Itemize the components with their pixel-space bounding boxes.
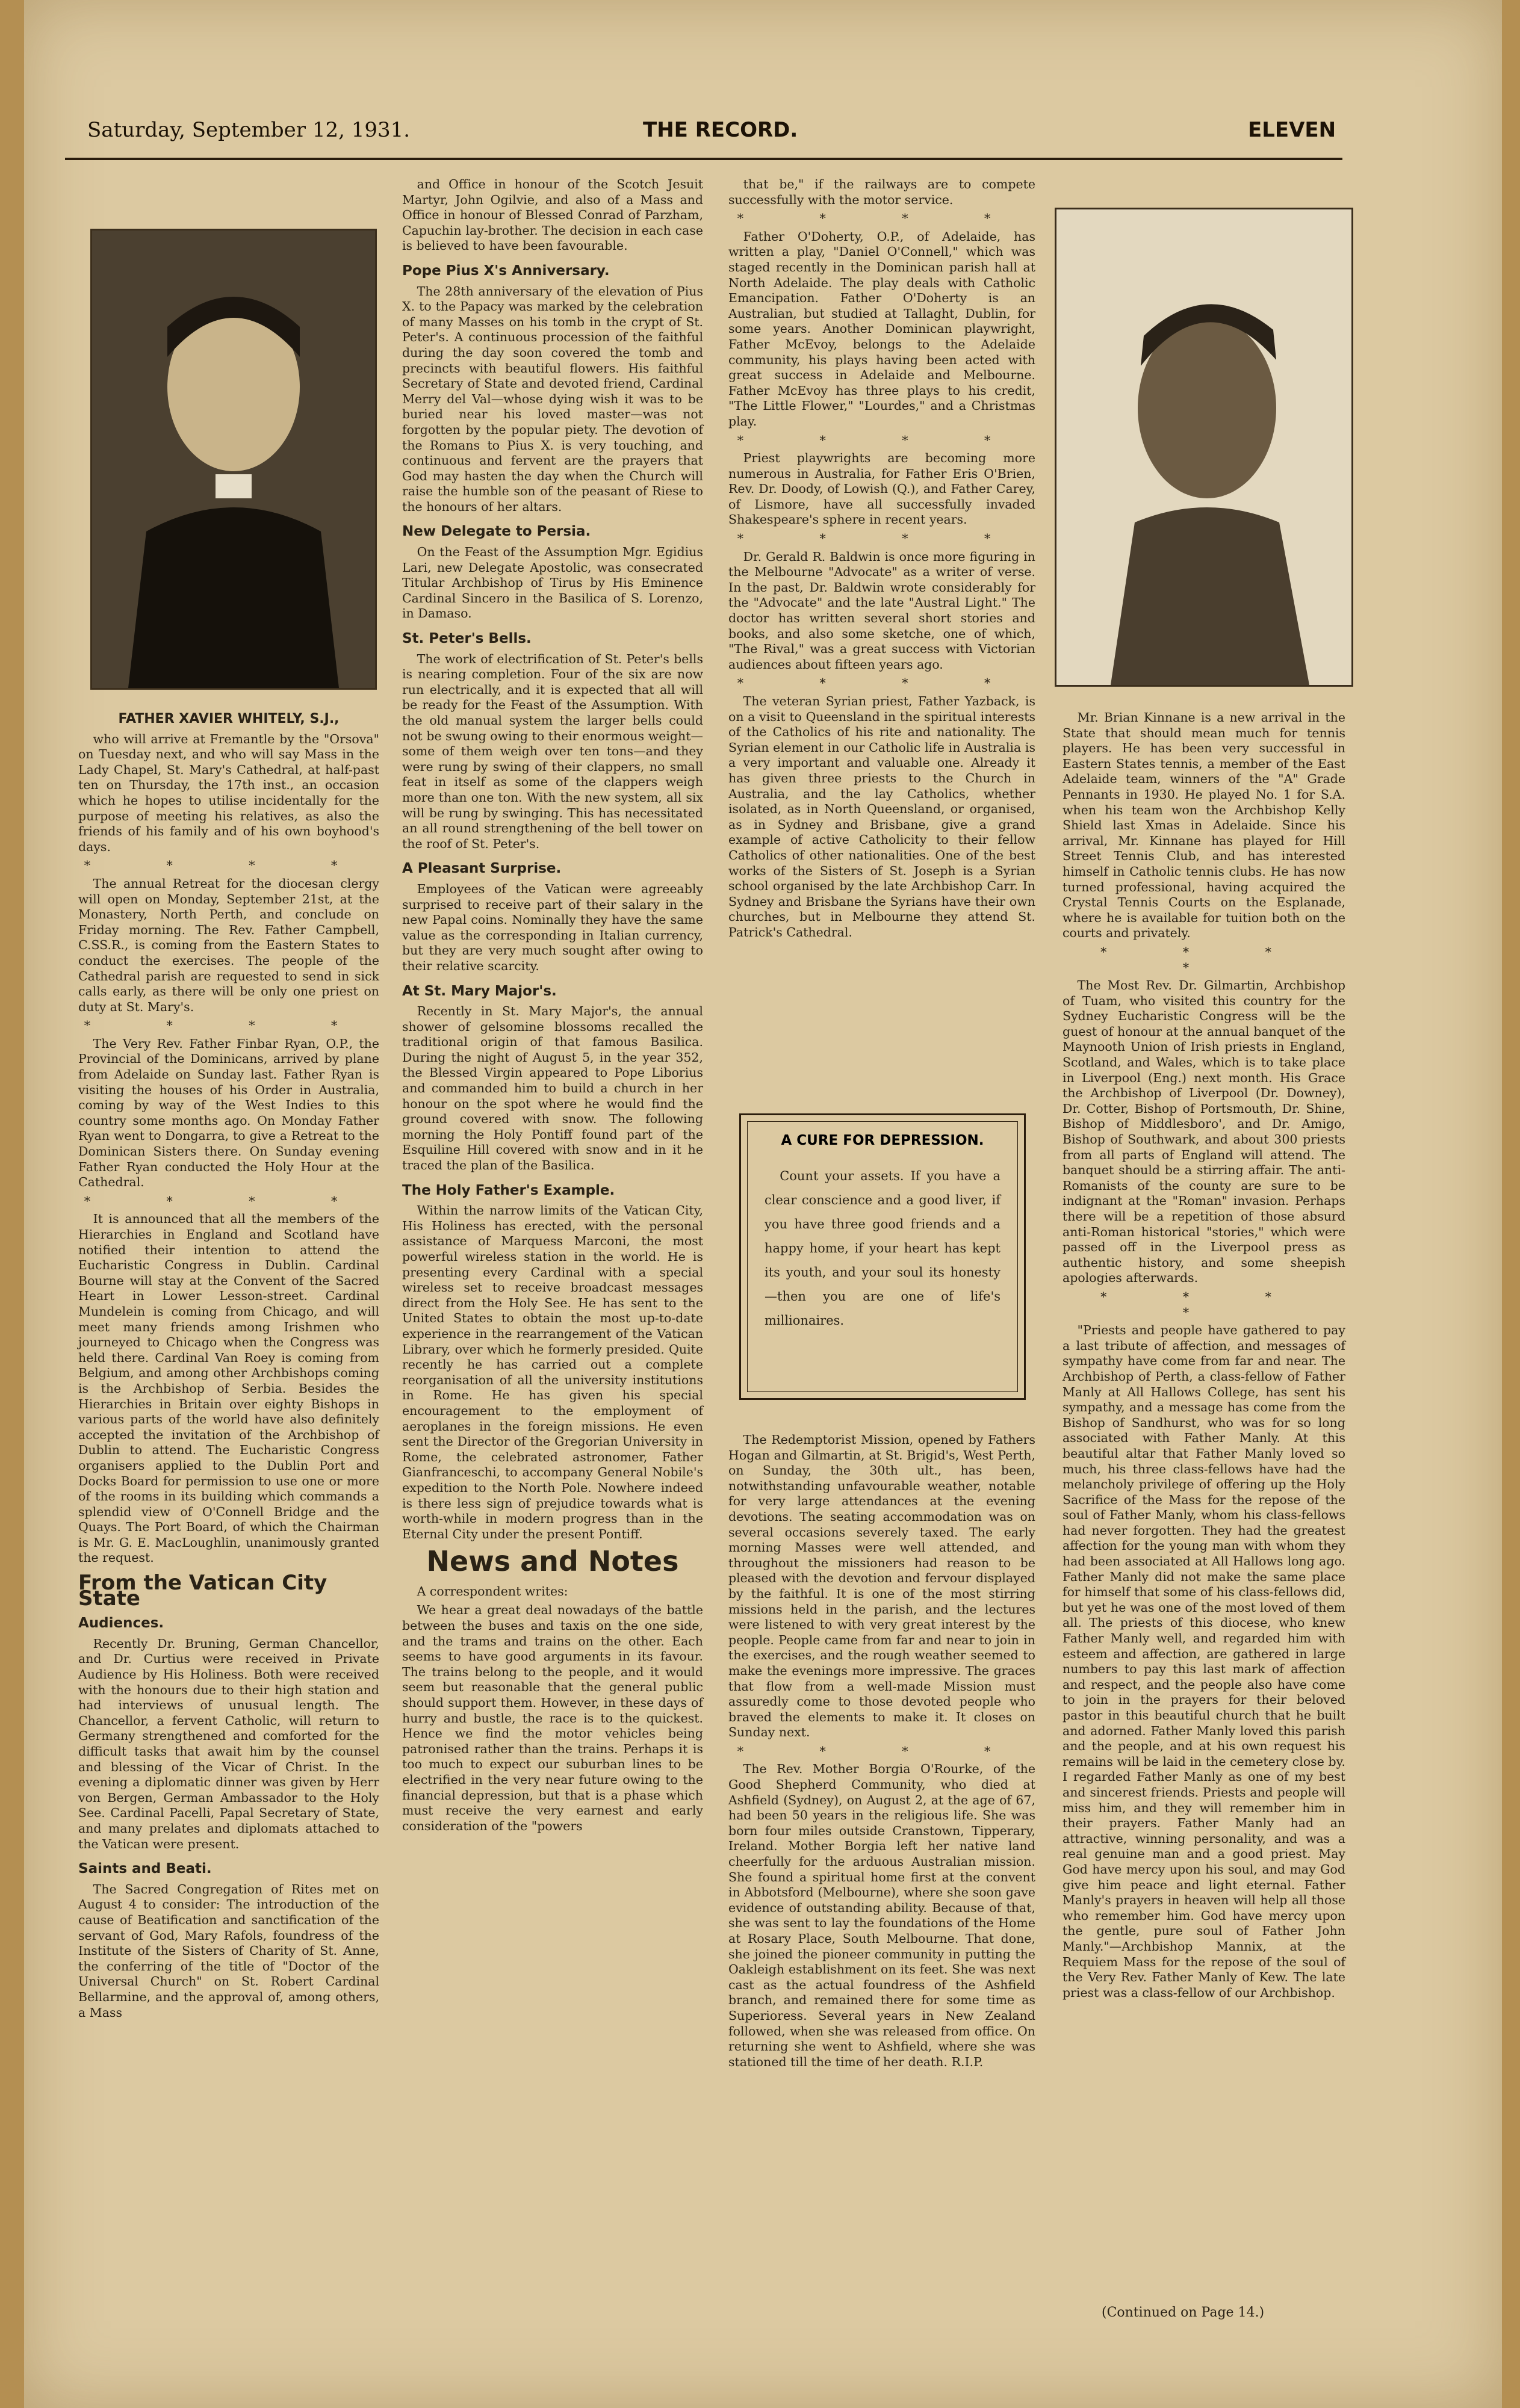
separator-stars: * * * * [737, 676, 1027, 691]
column-2 [402, 177, 703, 1837]
separator-stars: * * * * [1100, 1289, 1308, 1320]
box-text: Count your assets. If you have a clear conscience and a good liver, if you have three good friends and a happy home, if your heart has kept its youth, and your soul its honesty—then you are one of life's millionaires. [765, 1169, 1000, 1328]
column-3-lower [728, 1432, 1035, 2073]
cure-for-depression-box [739, 1113, 1026, 1400]
section-title-vatican: From the Vatican City State [78, 1571, 327, 1611]
column-1 [78, 711, 379, 2024]
subheading-audiences: Audiences. [78, 1615, 164, 1632]
separator-stars: * * * * [737, 211, 1027, 226]
separator-stars: * * * * [737, 433, 1027, 448]
paragraph: On the Feast of the Assumption Mgr. Egidius Lari, new Delegate Apostolic, was consecrated Titular Archbishop of Tirus by His Eminence Cardinal Sincero in the Basilica of S. Lorenzo, in Damaso. [402, 545, 703, 621]
paragraph: A correspondent writes: [417, 1583, 568, 1599]
paragraph: The Redemptorist Mission, opened by Fathers Hogan and Gilmartin, at St. Brigid's, West Perth, on Sunday, the 30th ult., has been, notwithstanding unfavourable weather, notable for very large attendances at the evening devotions. The seating accommodation was on several occasions severely taxed. The early morning Masses were well attended, and throughout the missioners had reason to be pleased with the devotion and fervour displayed by the faithful. It is one of the most stirring missions held in the parish, and the lectures were listened to with very great interest by the people. People came from far and near to join in the exercises, and the rough weather seemed to make the evenings more impressive. The graces that flow from a well-made Mission must assuredly come to those devoted people who braved the elements to make it. It closes on Sunday next. [728, 1432, 1035, 1740]
separator-stars: * * * * [84, 858, 374, 873]
photo-father-whitely [90, 229, 377, 690]
box-inner-frame [747, 1121, 1018, 1392]
paragraph: "Priests and people have gathered to pay a last tribute of affection, and messages of sympathy have come from far and near. The Archbishop of Perth, a class-fellow of Father Manly at All Hallows College, has sent his sympathy, and a message has come from the Bishop of Sandhurst, who was for so long associated with Father Manly. At this beautiful altar that Father Manly loved so much, his three class-fellows have had the melancholy privilege of offering up the Holy Sacrifice of the Mass for the repose of the soul of Father Manly, whom his class-fellows had never forgotten. They had the greatest affection for the young man with whom they had been associated at All Hallows long ago. Father Manly did not make the same place for himself that some of his class-fellows did, but yet he was one of the most loved of them all. The priests of this diocese, who knew Father Manly well, and regarded him with esteem and affection, are gathered in large numbers to pay this last mark of affection and respect, and the people also have come to join in the prayers for their beloved pastor in this beautiful church that he built and adorned. Father Manly loved this parish and the people, and at his own request his remains will be laid in the cemetery close by. I regarded Father Manly as one of my best and sincerest friends. Priests and people will miss him, and they will remember him in their prayers. Father Manly had an attractive, winning personality, and was a real genuine man and a good priest. May God have mercy upon his soul, and may God give him peace and light eternal. Father Manly's prayers in heaven will help all those who remember him. God have mercy upon the gentle, pure soul of Father John Manly."—Archbishop Mannix, at the Requiem Mass for the repose of the soul of the Very Rev. Father Manly of Kew. The late priest was a class-fellow of our Archbishop. [1062, 1323, 1345, 2000]
paragraph: The Very Rev. Father Finbar Ryan, O.P., the Provincial of the Dominicans, arrived by plane from Adelaide on Sunday last. Father Ryan is visiting the houses of his Order in Australia, coming by way of the West Indies to this country some months ago. On Monday Father Ryan went to Dongarra, to give a Retreat to the Dominican Sisters there. On Sunday evening Father Ryan conducted the Holy Hour at the Cathedral. [78, 1036, 379, 1190]
paragraph: that be," if the railways are to compete successfully with the motor service. [728, 177, 1035, 207]
separator-stars: * * * * [737, 1744, 1027, 1759]
subheading-bells: St. Peter's Bells. [402, 631, 532, 647]
paragraph: Employees of the Vatican were agreeably surprised to receive part of their salary in the new Papal coins. Nominally they have the same value as the corresponding in Italian currency, but they are very much sought after owing to their relative scarcity. [402, 881, 703, 973]
subheading-majors: At St. Mary Major's. [402, 983, 557, 999]
header-date: Saturday, September 12, 1931. [87, 118, 411, 142]
paragraph: The Sacred Congregation of Rites met on August 4 to consider: The introduction of the cause of Beatification and sanctification of the servant of God, Mary Rafols, foundress of the Institute of the Sisters of Charity of St. Anne, the conferring of the title of "Doctor of the Universal Church" on St. Robert Cardinal Bellarmine, and the approval of, among others, a Mass [78, 1881, 379, 2020]
paragraph: Recently in St. Mary Major's, the annual shower of gelsomine blossoms recalled the traditional origin of that famous Basilica. During the night of August 5, in the year 352, the Blessed Virgin appeared to Pope Liborius and commanded him to build a church in her honour on the spot where he would find the ground covered with snow. The following morning the Holy Pontiff found part of the Esquiline Hill covered with snow and in it he traced the plan of the Basilica. [402, 1004, 703, 1173]
paragraph: Within the narrow limits of the Vatican City, His Holiness has erected, with the personal assistance of Marquess Marconi, the most powerful wireless station in the world. He is presenting every Cardinal with a special wireless set to receive broadcast messages direct from the Holy See. He has sent to the United States to obtain the most up-to-date experience in the rearrangement of the Vatican Library, over which he formerly presided. Quite recently he has carried out a complete reorganisation of all the university institutions in Rome. He has given his special encouragement to the employment of aeroplanes in the foreign missions. He even sent the Director of the Gregorian University in Rome, the celebrated astronomer, Father Gianfranceschi, to accompany General Nobile's expedition to the North Pole. Nowhere indeed is there less sign of prejudice towards what is worth-while in modern progress than in the Eternal City under the present Pontiff. [402, 1203, 703, 1541]
subheading-delegate: New Delegate to Persia. [402, 524, 591, 540]
continued-note: (Continued on Page 14.) [1102, 2305, 1265, 2320]
subheading-saints: Saints and Beati. [78, 1861, 212, 1877]
paragraph: Recently Dr. Bruning, German Chancellor, and Dr. Curtius were received in Private Audience by His Holiness. Both were received with the honours due to their high station and had interviews of unusual length. The Chancellor, a fervent Catholic, will return to Germany strengthened and comforted for the difficult tasks that await him by the counsel and blessing of the Vicar of Christ. In the evening a diplomatic dinner was given by Herr von Bergen, German Ambassador to the Holy See. Cardinal Pacelli, Papal Secretary of State, and many prelates and diplomats attached to the Vatican were present. [78, 1636, 379, 1851]
paragraph: The 28th anniversary of the elevation of Pius X. to the Papacy was marked by the celebration of many Masses on his tomb in the crypt of St. Peter's. A continuous procession of the faithful during the day soon covered the tomb and precincts with beautiful flowers. His faithful Secretary of State and devoted friend, Cardinal Merry del Val—whose dying wish it was to be buried near his loved master—was not forgotten by the popular piety. The devotion of the Romans to Pius X. is very touching, and continuous and fervent are the prayers that God may hasten the day when the Church will raise the humble son of the peasant of Riese to the honours of her altars. [402, 283, 703, 514]
header-title: THE RECORD. [643, 118, 798, 142]
column-3 [728, 177, 1035, 944]
column-4 [1062, 710, 1345, 2004]
paragraph: Mr. Brian Kinnane is a new arrival in the State that should mean much for tennis players. He has been very successful in Eastern States tennis, a member of the East Adelaide team, winners of the "A" Grade Pennants in 1930. He played No. 1 for S.A. when his team won the Archbishop Kelly Shield last Xmas in Adelaide. Since his arrival, Mr. Kinnane has played for Hill Street Tennis Club, and has interested himself in Catholic tennis clubs. He has now turned professional, having acquired the Crystal Tennis Courts on the Esplanade, where he is available for tuition both on the courts and privately. [1062, 710, 1345, 941]
separator-stars: * * * * [84, 1018, 374, 1033]
paragraph: We hear a great deal nowadays of the battle between the buses and taxis on the one side, and the trams and trains on the other. Each seems to have good arguments in its favour. The trains belong to the people, and it would seem but reasonable that the general public should support them. However, in these days of hurry and bustle, the race is to the quickest. Hence we find the motor vehicles being patronised rather than the trains. Perhaps it is too much to expect our suburban lines to be electrified in the very near future owing to the financial depression, but that is a phase which must receive the very earnest and early consideration of the "powers [402, 1603, 703, 1833]
header-page-number: ELEVEN [1248, 118, 1336, 142]
paragraph: The Rev. Mother Borgia O'Rourke, of the Good Shepherd Community, who died at Ashfield (Sydney), on August 2, at the age of 67, had been 50 years in the religious life. She was born four miles outside Cranstown, Tipperary, Ireland. Mother Borgia left her native land cheerfully for the arduous Australian mission. She found a spiritual home first at the convent in Abbotsford (Melbourne), where she soon gave evidence of outstanding ability. Because of that, she was sent to lay the foundations of the Home at Rosary Place, South Melbourne. That done, she joined the pioneer community in putting the Oakleigh establishment on its feet. She was next cast as the actual foundress of the Ashfield branch, and remained there for some time as Superioress. Several years in New Zealand followed, when she was released from office. On returning she went to Ashfield, where she was stationed till the time of her death. R.I.P. [728, 1762, 1035, 2069]
paragraph: Dr. Gerald R. Baldwin is once more figuring in the Melbourne "Advocate" as a writer of verse. In the past, Dr. Baldwin wrote considerably for the "Advocate" and the late "Austral Light." The doctor has written several short stories and books, and also some sketche, one of which, "The Rival," was a great success with Victorian audiences about fifteen years ago. [728, 549, 1035, 672]
box-title: A CURE FOR DEPRESSION. [781, 1133, 984, 1148]
photo-brian-kinnane [1055, 208, 1353, 687]
paragraph: Father O'Doherty, O.P., of Adelaide, has written a play, "Daniel O'Connell," which was staged recently in the Dominican parish hall at North Adelaide. The play deals with Catholic Emancipation. Father O'Doherty is an Australian, but studied at Tallaght, Dublin, for some years. Another Dominican playwright, Father McEvoy, belongs to the Adelaide community, his plays having been acted with great success in Adelaide and Melbourne. Father McEvoy has three plays to his credit, "The Little Flower," "Lourdes," and a Christmas play. [728, 229, 1035, 429]
separator-stars: * * * * [737, 531, 1027, 546]
separator-stars: * * * * [1100, 944, 1308, 975]
subheading-example: The Holy Father's Example. [402, 1182, 615, 1198]
paragraph: Priest playwrights are becoming more numerous in Australia, for Father Eris O'Brien, Rev. Dr. Doody, of Lowish (Q.), and Father Carey, of Lismore, have all successfully invaded Shakespeare's sphere in recent years. [728, 451, 1035, 527]
paragraph: The Most Rev. Dr. Gilmartin, Archbishop of Tuam, who visited this country for the Sydney Eucharistic Congress will be the guest of honour at the annual banquet of the Maynooth Union of Irish priests in England, Scotland, and Wales, which is to take place in Liverpool (Eng.) next month. His Grace the Archbishop of Liverpool (Dr. Downey), Dr. Cotter, Bishop of Portsmouth, Dr. Shine, Bishop of Middlesboro', and Dr. Amigo, Bishop of Southwark, and about 300 priests from all parts of England will attend. The banquet should be a stirring affair. The anti-Romanists of the county are sure to be indignant at the "Roman" invasion. Perhaps there will be a repetition of those absurd anti-Roman historical "stories," which were passed off in the Liverpool press as authentic history, and some sheepish apologies afterwards. [1062, 978, 1345, 1286]
subheading-surprise: A Pleasant Surprise. [402, 861, 562, 877]
separator-stars: * * * * [84, 1193, 374, 1209]
paragraph: It is announced that all the members of the Hierarchies in England and Scotland have notified their intention to attend the Eucharistic Congress in Dublin. Cardinal Bourne will stay at the Convent of the Sacred Heart in Lower Lesson-street. Cardinal Mundelein is coming from Chicago, and will meet many friends among Irishmen who journeyed to Chicago when the Congress was held there. Cardinal Van Roey is coming from Belgium, and among other Archbishops coming is the Archbishop of Serbia. Besides the Hierarchies in Britain over eighty Bishops in various parts of the world have also definitely accepted the invitation of the Archbishop of Dublin to attend. The Eucharistic Congress organisers applied to the Dublin Port and Docks Board for permission to use one or more of the rooms in its building which commands a splendid view of O'Connell Bridge and the Quays. The Port Board, of which the Chairman is Mr. G. E. MacLoughlin, unanimously granted the request. [78, 1212, 379, 1565]
section-title-news: News and Notes [426, 1545, 679, 1578]
header-rule [65, 158, 1342, 160]
photo-caption: FATHER XAVIER WHITELY, S.J., [118, 711, 340, 726]
paragraph: The work of electrification of St. Peter's bells is nearing completion. Four of the six are now run electrically, and it is expected that all will be ready for the Feast of the Assumption. With the old manual system the larger bells could not be swung owing to their enormous weight—some of them weigh over ten tons—and they were rung by swing of their clappers, no small feat in itself as some of the clappers weigh more than one ton. With the new system, all six will be rung by swinging. This has necessitated an all round strengthening of the bell tower on the roof of St. Peter's. [402, 651, 703, 851]
paragraph: The annual Retreat for the diocesan clergy will open on Monday, September 21st, at the Monastery, North Perth, and conclude on Friday morning. The Rev. Father Campbell, C.SS.R., is coming from the Eastern States to conduct the exercises. The people of the Cathedral parish are requested to send in sick calls early, as there will be only one priest on duty at St. Mary's. [78, 876, 379, 1014]
subheading-pope: Pope Pius X's Anniversary. [402, 262, 610, 279]
paragraph: and Office in honour of the Scotch Jesuit Martyr, John Ogilvie, and also of a Mass and Office in honour of Blessed Conrad of Parzham, Capuchin lay-brother. The decision in each case is believed to have been favourable. [402, 177, 703, 253]
paragraph: who will arrive at Fremantle by the "Orsova" on Tuesday next, and who will say Mass in the Lady Chapel, St. Mary's Cathedral, at half-past ten on Thursday, the 17th inst., an occasion which he hopes to utilise incidentally for the purpose of meeting his relatives, as also the friends of his family and of his own boyhood's days. [78, 731, 379, 854]
paragraph: The veteran Syrian priest, Father Yazback, is on a visit to Queensland in the spiritual interests of the Catholics of his rite and nationality. The Syrian element in our Catholic life in Australia is a very important and valuable one. Already it has given three priests to the Church in Australia, and the lay Catholics, whether isolated, as in North Queensland, or organised, as in Sydney and Brisbane, give a grand example of active Catholicity to their fellow Catholics of other nationalities. One of the best works of the Sisters of St. Joseph is a Syrian school organised by the late Archbishop Carr. In Sydney and Brisbane the Syrians have their own churches, but in Melbourne they attend St. Patrick's Cathedral. [728, 694, 1035, 939]
